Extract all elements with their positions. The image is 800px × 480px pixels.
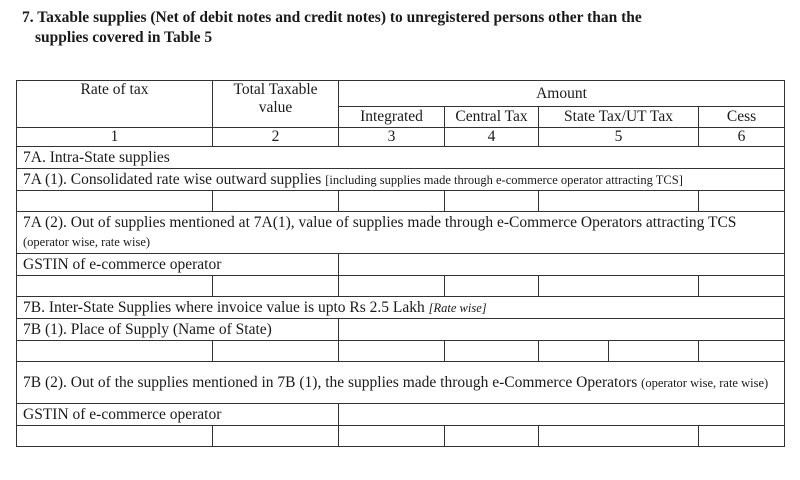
section-7b2 bbox=[17, 362, 785, 404]
input-cell-integrated[interactable] bbox=[339, 341, 445, 362]
section-7a: 7A. Intra-State supplies bbox=[17, 147, 785, 169]
header-rate-of-tax: Rate of tax bbox=[17, 81, 213, 128]
header-amount: Amount bbox=[339, 81, 785, 107]
input-cell-taxable-value[interactable] bbox=[213, 276, 339, 297]
gstin-label-1: GSTIN of e-commerce operator bbox=[17, 254, 339, 276]
input-cell-cess[interactable] bbox=[699, 276, 785, 297]
section-7b1: 7B (1). Place of Supply (Name of State) bbox=[17, 319, 339, 341]
section-7a1-note: [including supplies made through e-commerce operator attracting TCS] bbox=[325, 172, 683, 187]
gstin-label-2: GSTIN of e-commerce operator bbox=[17, 404, 339, 426]
section-7a1-text: 7A (1). Consolidated rate wise outward supplies bbox=[23, 170, 326, 188]
section-7a1 bbox=[17, 169, 785, 191]
header-integrated: Integrated bbox=[339, 107, 445, 128]
header-cess: Cess bbox=[699, 107, 785, 128]
input-cell-rate[interactable] bbox=[17, 426, 213, 447]
column-number-6: 6 bbox=[699, 128, 785, 147]
heading-line-1: 7. Taxable supplies (Net of debit notes and credit notes) to unregistered persons other than the bbox=[22, 9, 642, 26]
header-central-tax: Central Tax bbox=[445, 107, 539, 128]
column-number-4: 4 bbox=[445, 128, 539, 147]
section-7b2-note: (operator wise, rate wise) bbox=[641, 375, 769, 390]
column-number-1: 1 bbox=[17, 128, 213, 147]
input-cell-taxable-value[interactable] bbox=[213, 426, 339, 447]
input-cell-central-tax[interactable] bbox=[445, 276, 539, 297]
input-cell-integrated[interactable] bbox=[339, 191, 445, 212]
header-total-taxable-value-line2: value bbox=[258, 99, 293, 116]
column-number-2: 2 bbox=[213, 128, 339, 147]
table-row bbox=[17, 191, 785, 212]
column-number-5: 5 bbox=[539, 128, 699, 147]
header-total-taxable-value bbox=[213, 81, 339, 128]
section-7b2-text: 7B (2). Out of the supplies mentioned in 7B (1), the supplies made through e-Commerce Operators bbox=[23, 373, 642, 391]
input-cell-cess[interactable] bbox=[699, 191, 785, 212]
input-cell-rate[interactable] bbox=[17, 276, 213, 297]
heading-line-2: supplies covered in Table 5 bbox=[35, 29, 213, 46]
section-7b bbox=[17, 297, 785, 319]
table-heading bbox=[22, 8, 782, 48]
input-cell-state-ut-tax[interactable] bbox=[539, 426, 699, 447]
table-7-unregistered-supplies bbox=[16, 80, 785, 447]
input-cell-central-tax[interactable] bbox=[445, 426, 539, 447]
table-row bbox=[17, 276, 785, 297]
input-cell-integrated[interactable] bbox=[339, 426, 445, 447]
section-7b-text: 7B. Inter-State Supplies where invoice value is upto Rs 2.5 Lakh bbox=[23, 298, 429, 316]
table-row bbox=[17, 426, 785, 447]
header-total-taxable-value-line1: Total Taxable bbox=[233, 81, 318, 98]
input-cell-taxable-value[interactable] bbox=[213, 341, 339, 362]
input-cell-state-ut-tax[interactable] bbox=[539, 191, 699, 212]
input-cell-state-ut-tax[interactable] bbox=[539, 276, 699, 297]
input-cell-central-tax[interactable] bbox=[445, 191, 539, 212]
section-7b-note: [Rate wise] bbox=[428, 300, 487, 315]
input-cell-cess[interactable] bbox=[699, 426, 785, 447]
section-7a2-note: (operator wise, rate wise) bbox=[23, 235, 151, 249]
section-7a2-text: 7A (2). Out of supplies mentioned at 7A(1), value of supplies made through e-Commerce Operators attracting TCS bbox=[23, 214, 737, 231]
input-cell-taxable-value[interactable] bbox=[213, 191, 339, 212]
gstin-input-cell-1[interactable] bbox=[339, 254, 785, 276]
gstin-input-cell-2[interactable] bbox=[339, 404, 785, 426]
table-row bbox=[17, 341, 785, 362]
input-cell-cess[interactable] bbox=[699, 341, 785, 362]
input-cell-state-tax[interactable] bbox=[539, 341, 609, 362]
input-cell-rate[interactable] bbox=[17, 191, 213, 212]
place-of-supply-input-cell[interactable] bbox=[339, 319, 785, 341]
input-cell-ut-tax[interactable] bbox=[609, 341, 699, 362]
input-cell-integrated[interactable] bbox=[339, 276, 445, 297]
section-7a2 bbox=[17, 212, 785, 254]
input-cell-central-tax[interactable] bbox=[445, 341, 539, 362]
column-number-3: 3 bbox=[339, 128, 445, 147]
header-state-ut-tax: State Tax/UT Tax bbox=[539, 107, 699, 128]
input-cell-rate[interactable] bbox=[17, 341, 213, 362]
